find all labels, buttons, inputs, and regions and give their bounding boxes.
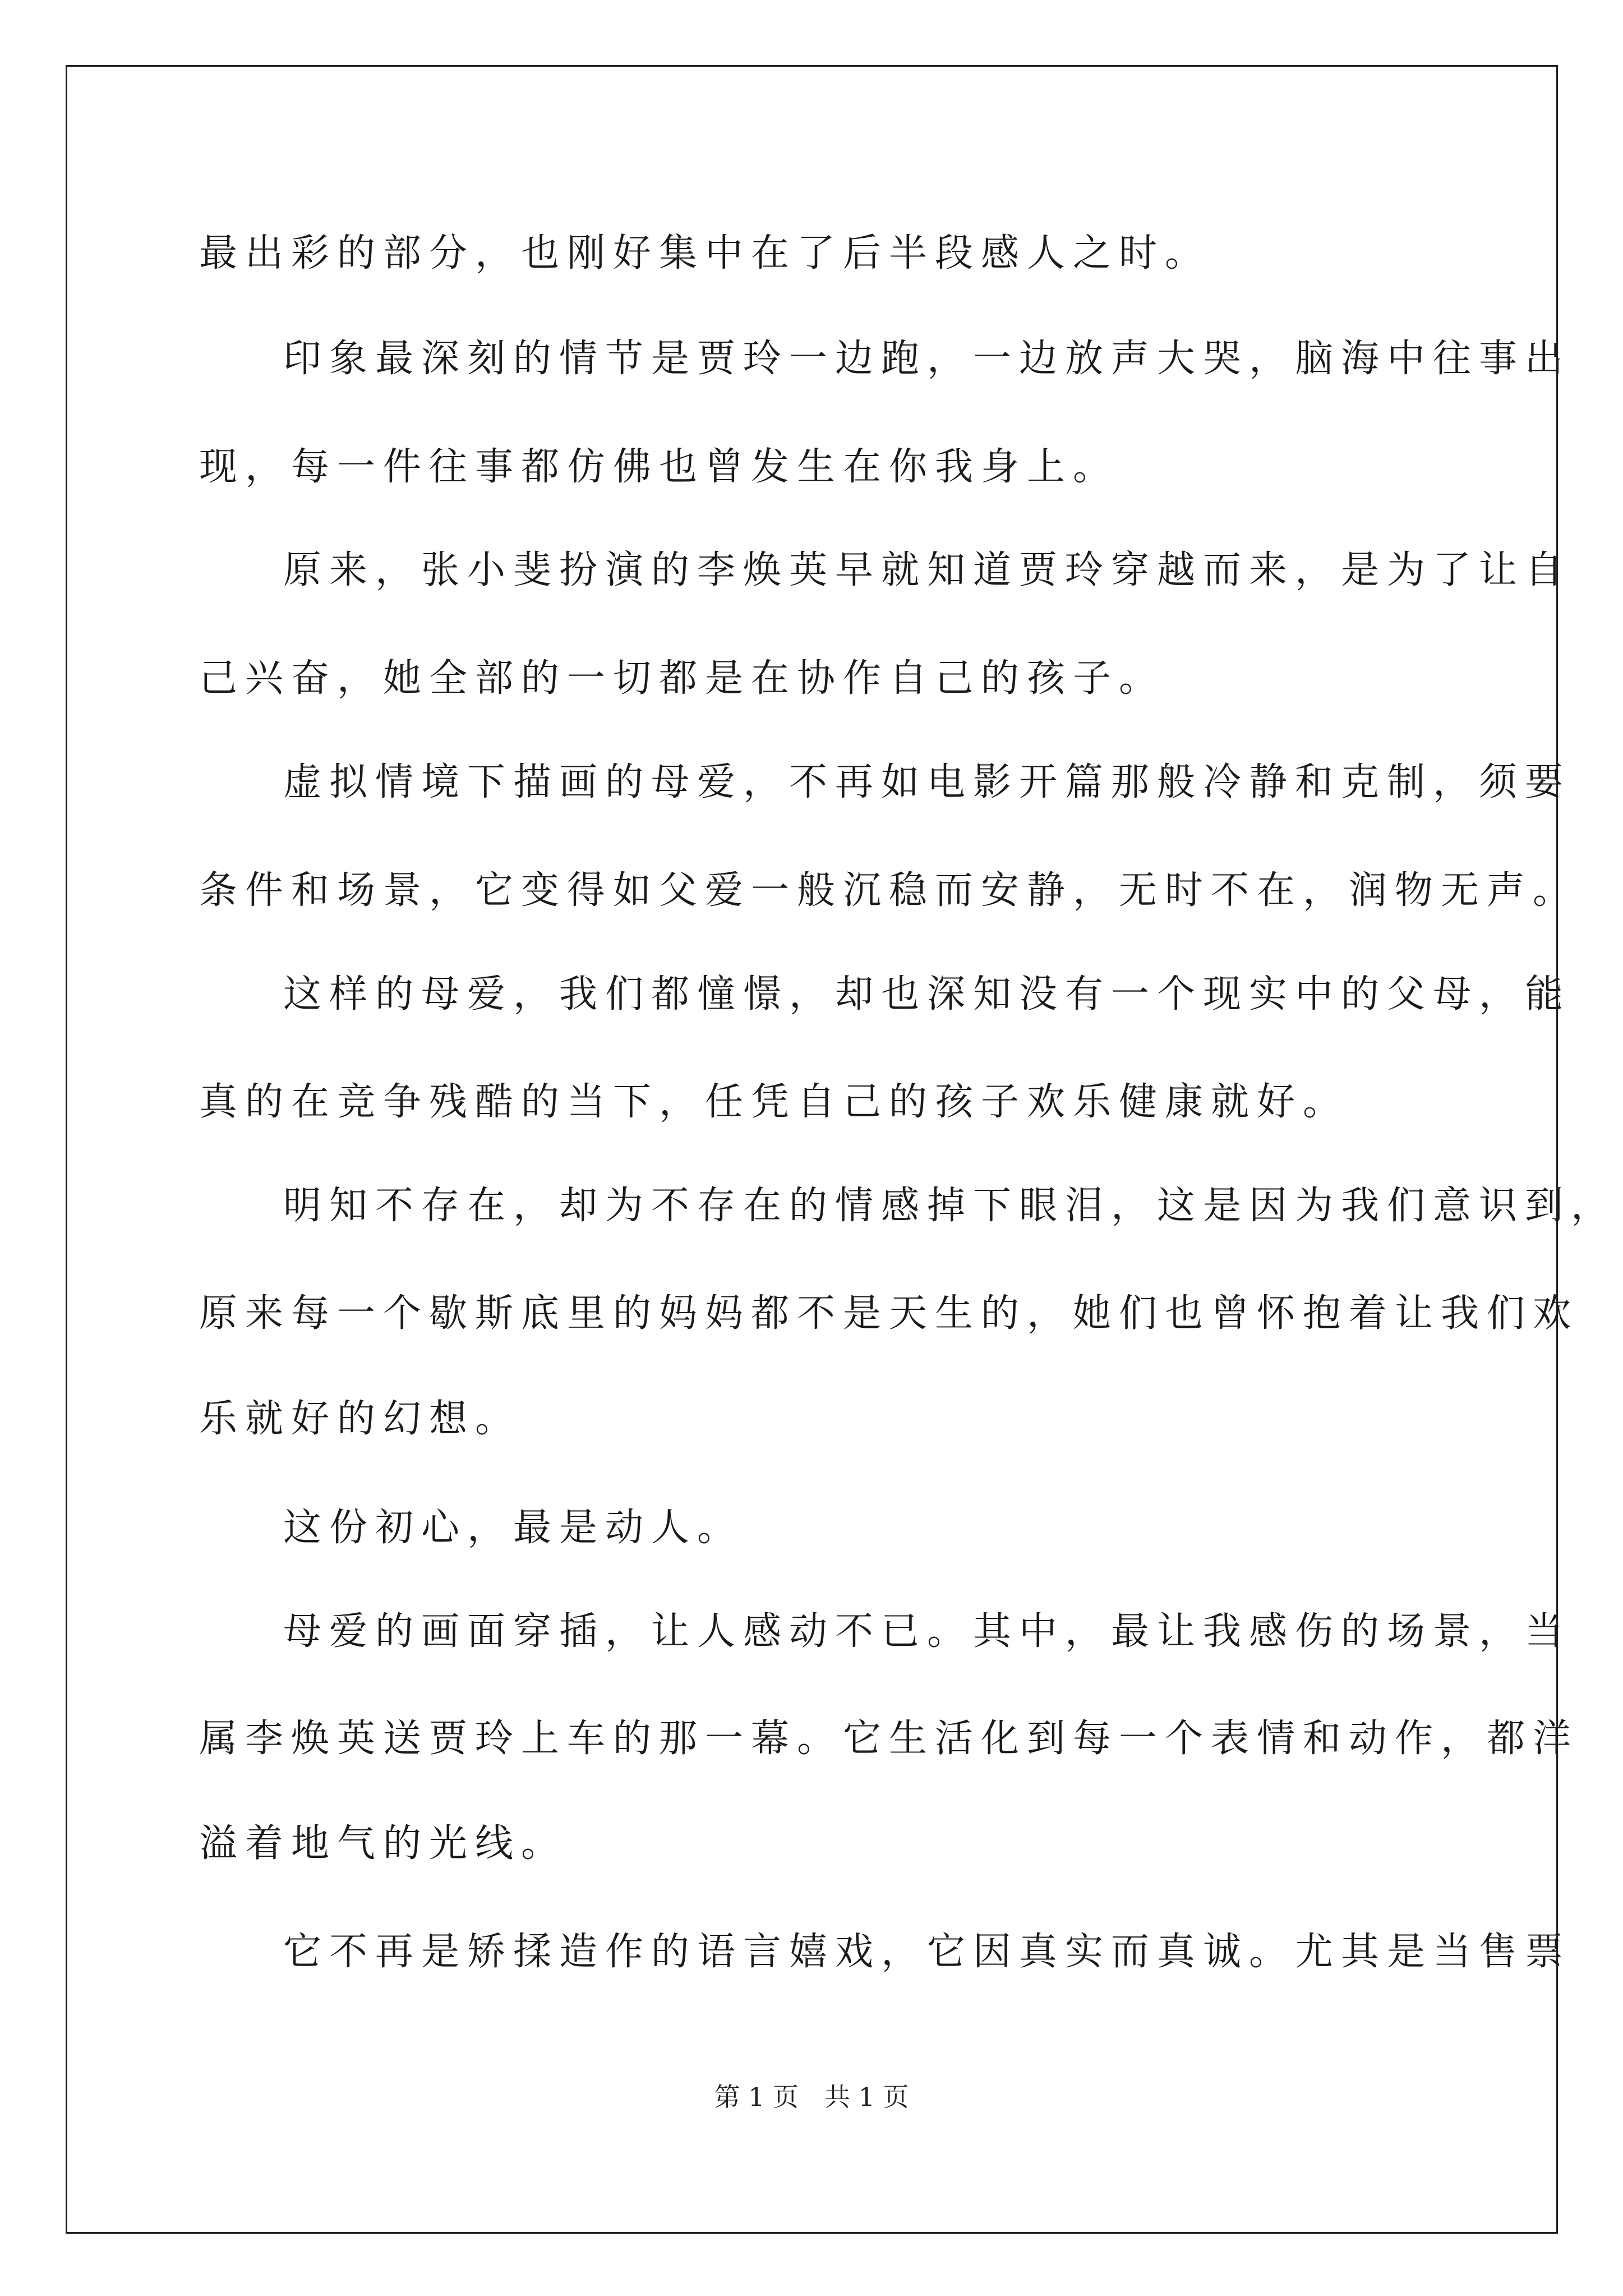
text-line: 虚拟情境下描画的母爱，不再如电影开篇那般冷静和克制，须要 bbox=[283, 760, 1571, 804]
text-line: 这样的母爱，我们都憧憬，却也深知没有一个现实中的父母，能 bbox=[283, 972, 1571, 1016]
text-line: 溢着地气的光线。 bbox=[199, 1821, 568, 1866]
text-line: 原来，张小斐扮演的李焕英早就知道贾玲穿越而来，是为了让自 bbox=[283, 548, 1571, 592]
page-border bbox=[66, 65, 1558, 2234]
text-line: 明知不存在，却为不存在的情感掉下眼泪，这是因为我们意识到， bbox=[283, 1184, 1617, 1228]
text-line: 这份初心，最是动人。 bbox=[283, 1506, 744, 1550]
text-line: 印象最深刻的情节是贾玲一边跑，一边放声大哭，脑海中往事出 bbox=[283, 337, 1571, 381]
page-number: 第 1 页 共 1 页 bbox=[714, 2082, 909, 2112]
text-line: 己兴奋，她全部的一切都是在协作自己的孩子。 bbox=[199, 656, 1165, 701]
text-line: 属李焕英送贾玲上车的那一幕。它生活化到每一个表情和动作，都洋 bbox=[199, 1717, 1579, 1761]
text-line: 它不再是矫揉造作的语言嬉戏，它因真实而真诚。尤其是当售票 bbox=[283, 1930, 1571, 1974]
text-line: 最出彩的部分，也刚好集中在了后半段感人之时。 bbox=[199, 231, 1211, 275]
text-line: 母爱的画面穿插，让人感动不已。其中，最让我感伤的场景，当 bbox=[283, 1609, 1571, 1654]
text-line: 条件和场景，它变得如父爱一般沉稳而安静，无时不在，润物无声。 bbox=[199, 868, 1579, 913]
text-line: 原来每一个歇斯底里的妈妈都不是天生的，她们也曾怀抱着让我们欢 bbox=[199, 1291, 1579, 1336]
page-footer bbox=[0, 2081, 1623, 2113]
text-line: 现，每一件往事都仿佛也曾发生在你我身上。 bbox=[199, 445, 1119, 489]
text-line: 乐就好的幻想。 bbox=[199, 1397, 522, 1441]
text-line: 真的在竞争残酷的当下，任凭自己的孩子欢乐健康就好。 bbox=[199, 1080, 1349, 1124]
